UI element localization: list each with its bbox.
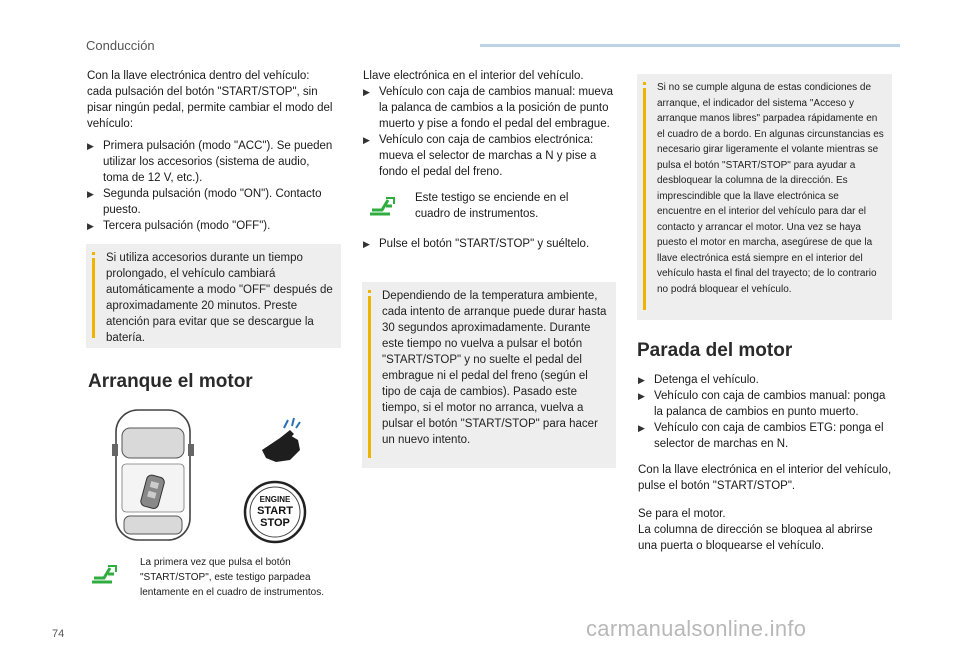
key-indicator-icon [90,562,120,584]
list-item: ▶ Tercera pulsación (modo "OFF"). [87,220,271,232]
arrow-bullet-icon: ▶ [87,189,94,199]
section-heading-start: Arranque el motor [88,371,253,392]
page-number: 74 [52,628,65,640]
start-label: START [257,505,293,517]
list-item: ▶ Detenga el vehículo. [638,374,759,386]
column-1 [87,68,335,234]
column-3 [638,372,893,560]
info-icon [643,82,646,310]
arrow-bullet-icon: ▶ [363,87,370,97]
info-icon [368,290,371,458]
arrow-bullet-icon: ▶ [363,135,370,145]
arrow-bullet-icon: ▶ [87,141,94,151]
paragraph: La columna de dirección se bloquea al abrirse una puerta o bloquearse el vehículo. [638,524,873,552]
hand-press-icon [258,416,312,466]
intro-paragraph: Con la llave electrónica dentro del vehículo: cada pulsación del botón "START/STOP", sin pisar ningún pedal, permite cambiar el modo del vehículo: [87,70,333,130]
list-item: ▶ Vehículo con caja de cambios ETG: ponga el selector de marchas en N. [638,422,884,450]
info-note: Dependiendo de la temperatura ambiente, cada intento de arranque puede durar hasta 30 segundos aproximadamente. Durante este tiempo no vuelva a pulsar el botón "START/STOP" y no suelte el pedal del embrague ni el pedal del freno (según el tipo de caja de cambios). Pasado este tiempo, si el motor no arranca, vuelva a pulsar el botón "START/STOP" para hacer un nuevo intento. [362,282,616,468]
section-heading-stop: Parada del motor [637,340,793,361]
watermark: carmanualsonline.info [586,616,807,641]
indicator-text: Este testigo se enciende en el cuadro de instrumentos. [415,192,569,220]
list-item: ▶ Vehículo con caja de cambios manual: mueva la palanca de cambios a la posición de punto muerto y pise a fondo el pedal del embrague. [363,86,613,130]
column-2 [363,68,618,180]
engine-label: ENGINE [259,495,291,504]
section-title: Conducción [86,38,155,53]
arrow-bullet-icon: ▶ [638,375,645,385]
press-instruction: ▶ Pulse el botón "START/STOP" y suéltelo. [363,238,590,250]
car-top-view-illustration [112,404,194,544]
stop-label: STOP [260,517,290,529]
arrow-bullet-icon: ▶ [638,391,645,401]
list-item: ▶ Segunda pulsación (modo "ON"). Contacto puesto. [87,188,322,216]
engine-start-stop-button-illustration [243,480,307,544]
arrow-bullet-icon: ▶ [87,221,94,231]
key-indicator-icon [368,194,398,216]
header-bar [480,44,900,47]
arrow-bullet-icon: ▶ [638,423,645,433]
list-item: ▶ Primera pulsación (modo "ACC"). Se pueden utilizar los accesorios (sistema de audio, toma de 12 V, etc.). [87,140,333,184]
paragraph: Se para el motor. [638,508,726,520]
info-note: Si no se cumple alguna de estas condiciones de arranque, el indicador del sistema "Acceso y arranque manos libres" parpadea rápidamente en el cuadro de a bordo. En algunas circunstancias es necesario girar ligeramente el volante mientras se pulsa el botón "START/STOP" para ayudar a desbloquear la columna de la dirección. Es imprescindible que la llave electrónica se encuentre en el interior del vehículo para dar el contacto y arrancar el motor. Una vez se haya puesto el motor en marcha, asegúrese de que la llave electrónica está siempre en el interior del vehículo hasta el final del trayecto; de lo contrario no podrá bloquear el vehículo. [637,74,892,320]
info-icon [92,252,95,338]
paragraph: Con la llave electrónica en el interior del vehículo, pulse el botón "START/STOP". [638,464,892,492]
indicator-caption: La primera vez que pulsa el botón "START/STOP", este testigo parpadea lentamente en el cuadro de instrumentos. [140,557,324,598]
list-item: ▶ Vehículo con caja de cambios electrónica: mueva el selector de marchas a N y pise a fondo el pedal del freno. [363,134,597,178]
list-item: ▶ Vehículo con caja de cambios manual: ponga la palanca de cambios en punto muerto. [638,390,886,418]
info-note: Si utiliza accesorios durante un tiempo prolongado, el vehículo cambiará automáticamente a modo "OFF" después de aproximadamente 20 minutos. Preste atención para evitar que se descargue la batería. [86,244,341,348]
intro-paragraph: Llave electrónica en el interior del vehículo. [363,70,584,82]
arrow-bullet-icon: ▶ [363,239,370,249]
